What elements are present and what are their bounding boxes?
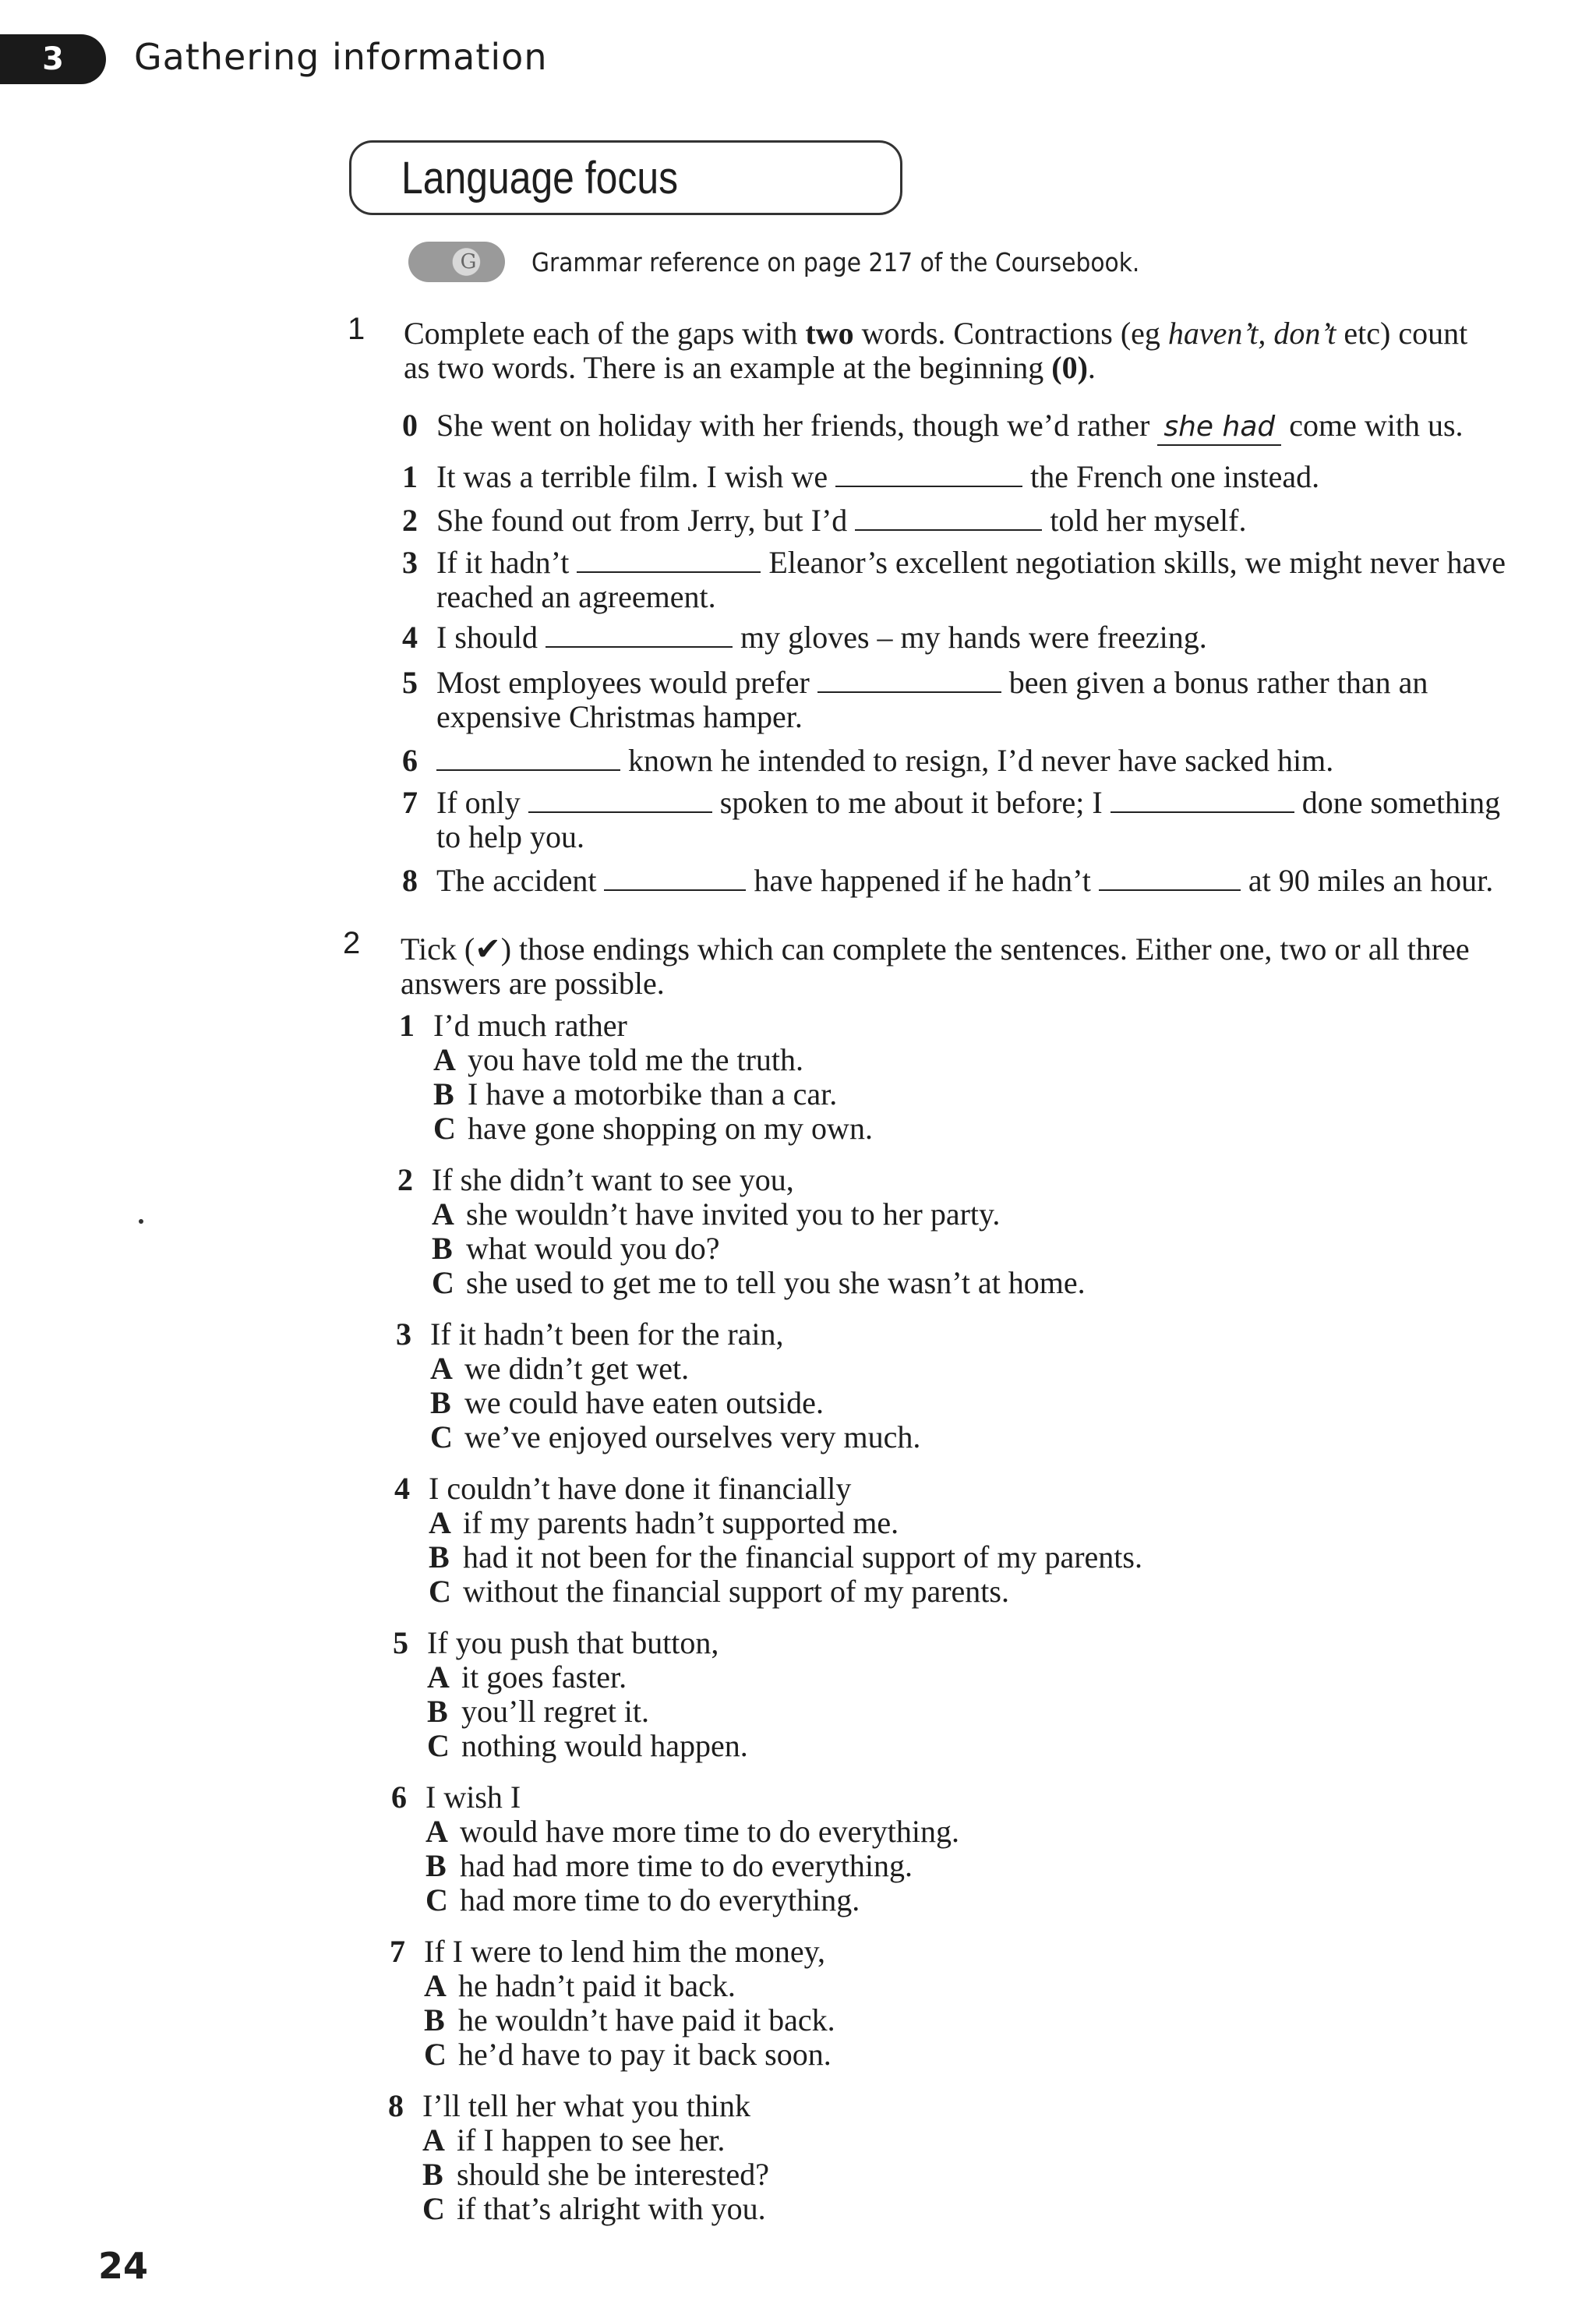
ex2-question-4: 4 I couldn’t have done it financially A if my parents hadn’t supported me. B had it not been for the financial support of my parents. C without the financial support of my parents. xyxy=(394,1471,1142,1609)
option-b[interactable]: B should she be interested? xyxy=(422,2157,769,2192)
answer-blank[interactable] xyxy=(436,746,620,771)
option-b[interactable]: B what would you do? xyxy=(432,1231,720,1266)
ex1-item-0-answer: she had xyxy=(1157,410,1281,446)
ex2-question-6: 6 I wish I A would have more time to do everything. B had had more time to do everything. C had more time to do everything. xyxy=(391,1779,959,1917)
ex1-item-2: 2 She found out from Jerry, but I’d told her myself. xyxy=(402,503,1247,538)
ex1-item-0: 0 She went on holiday with her friends, though we’d rather she had come with us. xyxy=(402,408,1464,446)
option-b[interactable]: B he wouldn’t have paid it back. xyxy=(424,2002,835,2037)
option-b[interactable]: B we could have eaten outside. xyxy=(430,1385,824,1420)
grammar-reference-icon: G xyxy=(408,242,505,282)
ex1-item-1: 1 It was a terrible film. I wish we the French one instead. xyxy=(402,459,1320,494)
chapter-number-tab xyxy=(0,34,106,84)
grammar-reference-text: Grammar reference on page 217 of the Coursebook. xyxy=(531,246,1140,277)
option-a[interactable]: A you have told me the truth. xyxy=(433,1042,804,1077)
answer-blank[interactable] xyxy=(1110,788,1294,813)
option-a[interactable]: A if I happen to see her. xyxy=(422,2122,726,2158)
option-c[interactable]: C nothing would happen. xyxy=(427,1728,748,1763)
ex2-question-5: 5 If you push that button, A it goes faster. B you’ll regret it. C nothing would happen. xyxy=(393,1625,748,1763)
answer-blank[interactable] xyxy=(546,623,733,648)
ex2-question-2: 2 If she didn’t want to see you, A she wouldn’t have invited you to her party. B what would you do? C she used to get me to tell you she wasn’t at home. xyxy=(397,1162,1086,1300)
option-a[interactable]: A it goes faster. xyxy=(427,1659,627,1695)
answer-blank[interactable] xyxy=(835,462,1022,487)
option-a[interactable]: A he hadn’t paid it back. xyxy=(424,1968,736,2003)
option-a[interactable]: A would have more time to do everything. xyxy=(425,1814,959,1849)
exercise-2-number: 2 xyxy=(343,926,361,960)
ex2-question-3: 3 If it hadn’t been for the rain, A we didn’t get wet. B we could have eaten outside. C we’ve enjoyed ourselves very much. xyxy=(396,1317,921,1454)
chapter-title: Gathering information xyxy=(134,36,548,78)
option-b[interactable]: B had had more time to do everything. xyxy=(425,1848,913,1883)
option-c[interactable]: C if that’s alright with you. xyxy=(422,2191,766,2226)
exercise-1-instruction: Complete each of the gaps with two words. Contractions (eg haven’t, don’t etc) count as two words. There is an example at the beginning (0). xyxy=(404,316,1468,385)
chapter-number: 3 xyxy=(42,41,64,77)
ex1-item-8: 8 The accident have happened if he hadn’t at 90 miles an hour. xyxy=(402,863,1494,898)
exercise-1-number: 1 xyxy=(348,312,365,346)
ex1-item-7: 7 If only spoken to me about it before; I done something to help you. xyxy=(402,785,1501,854)
grammar-reference xyxy=(408,242,1207,282)
option-c[interactable]: C have gone shopping on my own. xyxy=(433,1111,873,1146)
option-c[interactable]: C we’ve enjoyed ourselves very much. xyxy=(430,1419,921,1454)
option-c[interactable]: C had more time to do everything. xyxy=(425,1882,860,1917)
ex1-item-6: 6 known he intended to resign, I’d never have sacked him. xyxy=(402,743,1334,778)
section-title: Language focus xyxy=(401,152,679,203)
option-c[interactable]: C he’d have to pay it back soon. xyxy=(424,2037,832,2072)
ex1-item-5: 5 Most employees would prefer been given a bonus rather than an expensive Christmas hamper. xyxy=(402,665,1428,734)
option-c[interactable]: C without the financial support of my parents. xyxy=(429,1574,1009,1609)
section-title-box xyxy=(349,140,902,215)
answer-blank[interactable] xyxy=(604,866,746,891)
stray-mark xyxy=(139,1219,143,1224)
ex2-question-8: 8 I’ll tell her what you think A if I happen to see her. B should she be interested? C if that’s alright with you. xyxy=(388,2088,769,2226)
ex2-question-1: 1 I’d much rather A you have told me the truth. B I have a motorbike than a car. C have gone shopping on my own. xyxy=(399,1008,873,1146)
ex2-question-7: 7 If I were to lend him the money, A he hadn’t paid it back. B he wouldn’t have paid it back. C he’d have to pay it back soon. xyxy=(390,1934,835,2072)
exercise-2-instruction: Tick (✔) those endings which can complete the sentences. Either one, two or all three answers are possible. xyxy=(401,931,1470,1001)
option-a[interactable]: A if my parents hadn’t supported me. xyxy=(429,1505,899,1540)
answer-blank[interactable] xyxy=(1099,866,1241,891)
answer-blank[interactable] xyxy=(528,788,712,813)
answer-blank[interactable] xyxy=(855,506,1042,531)
option-a[interactable]: A we didn’t get wet. xyxy=(430,1351,690,1386)
answer-blank[interactable] xyxy=(817,668,1001,693)
option-b[interactable]: B I have a motorbike than a car. xyxy=(433,1076,838,1112)
page-number: 24 xyxy=(98,2245,149,2287)
option-a[interactable]: A she wouldn’t have invited you to her party. xyxy=(432,1196,1001,1232)
option-b[interactable]: B had it not been for the financial support of my parents. xyxy=(429,1539,1142,1575)
option-b[interactable]: B you’ll regret it. xyxy=(427,1694,650,1729)
ex1-item-3: 3 If it hadn’t Eleanor’s excellent negotiation skills, we might never have reached an agreement. xyxy=(402,545,1506,614)
answer-blank[interactable] xyxy=(577,548,761,573)
option-c[interactable]: C she used to get me to tell you she wasn’t at home. xyxy=(432,1265,1086,1300)
ex1-item-4: 4 I should my gloves – my hands were freezing. xyxy=(402,620,1207,655)
